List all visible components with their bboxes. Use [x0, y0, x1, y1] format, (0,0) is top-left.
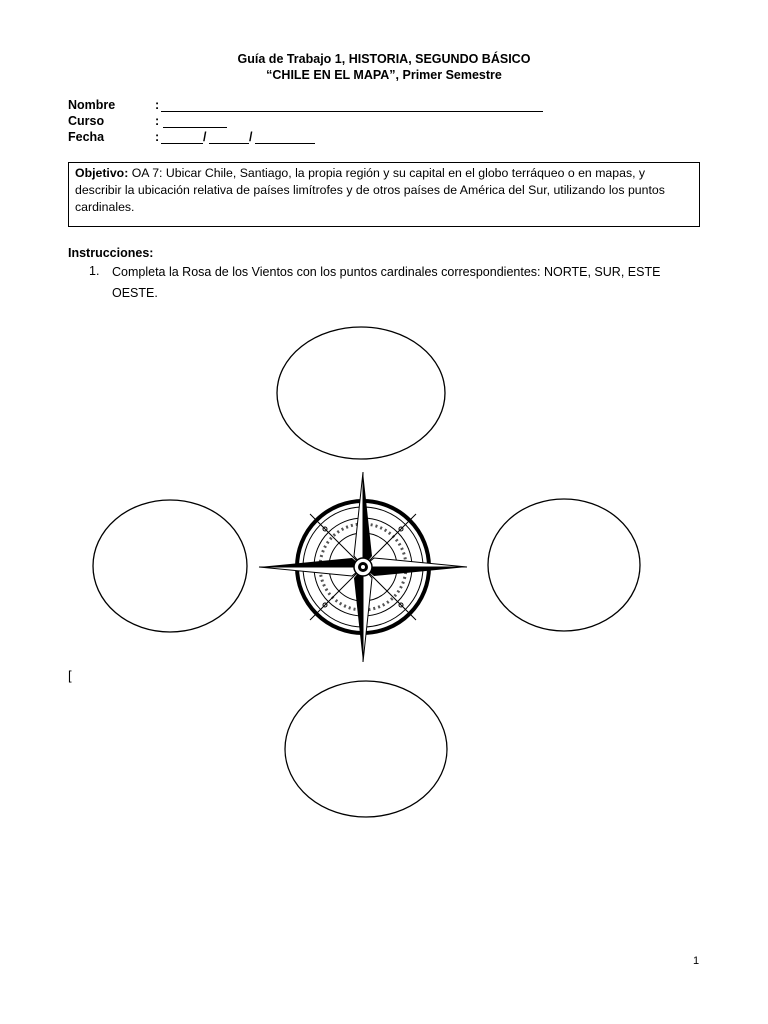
south-answer-oval[interactable] — [285, 681, 447, 817]
date-label: Fecha — [68, 130, 105, 144]
instruction-number: 1. — [89, 264, 100, 278]
course-label: Curso — [68, 114, 105, 128]
objective-label: Objetivo: — [75, 166, 129, 180]
page-number: 1 — [693, 955, 700, 967]
worksheet-subtitle: “CHILE EN EL MAPA”, Primer Semestre — [266, 68, 502, 82]
compass-rose-icon — [259, 472, 467, 662]
instruction-text: Completa la Rosa de los Vientos con los puntos cardinales correspondientes: NORTE, SUR, ESTE OESTE. — [112, 265, 661, 300]
course-colon: : — [155, 114, 160, 128]
date-slash: / — [249, 130, 253, 144]
date-colon: : — [155, 130, 160, 144]
north-answer-oval[interactable] — [277, 327, 445, 459]
objective-text: OA 7: Ubicar Chile, Santiago, la propia región y su capital en el globo terráqueo o en mapas, y describir la ubicación relativa de países limítrofes y de otros países de América del Sur, utilizando los puntos cardinales. — [75, 166, 665, 214]
name-colon: : — [155, 98, 160, 112]
date-slash: / — [203, 130, 207, 144]
stray-bracket: [ — [68, 668, 72, 683]
worksheet-title: Guía de Trabajo 1, HISTORIA, SEGUNDO BÁSICO — [237, 52, 531, 66]
instructions-heading: Instrucciones: — [68, 246, 154, 260]
west-answer-oval[interactable] — [93, 500, 247, 632]
name-label: Nombre — [68, 98, 116, 112]
east-answer-oval[interactable] — [488, 499, 640, 631]
